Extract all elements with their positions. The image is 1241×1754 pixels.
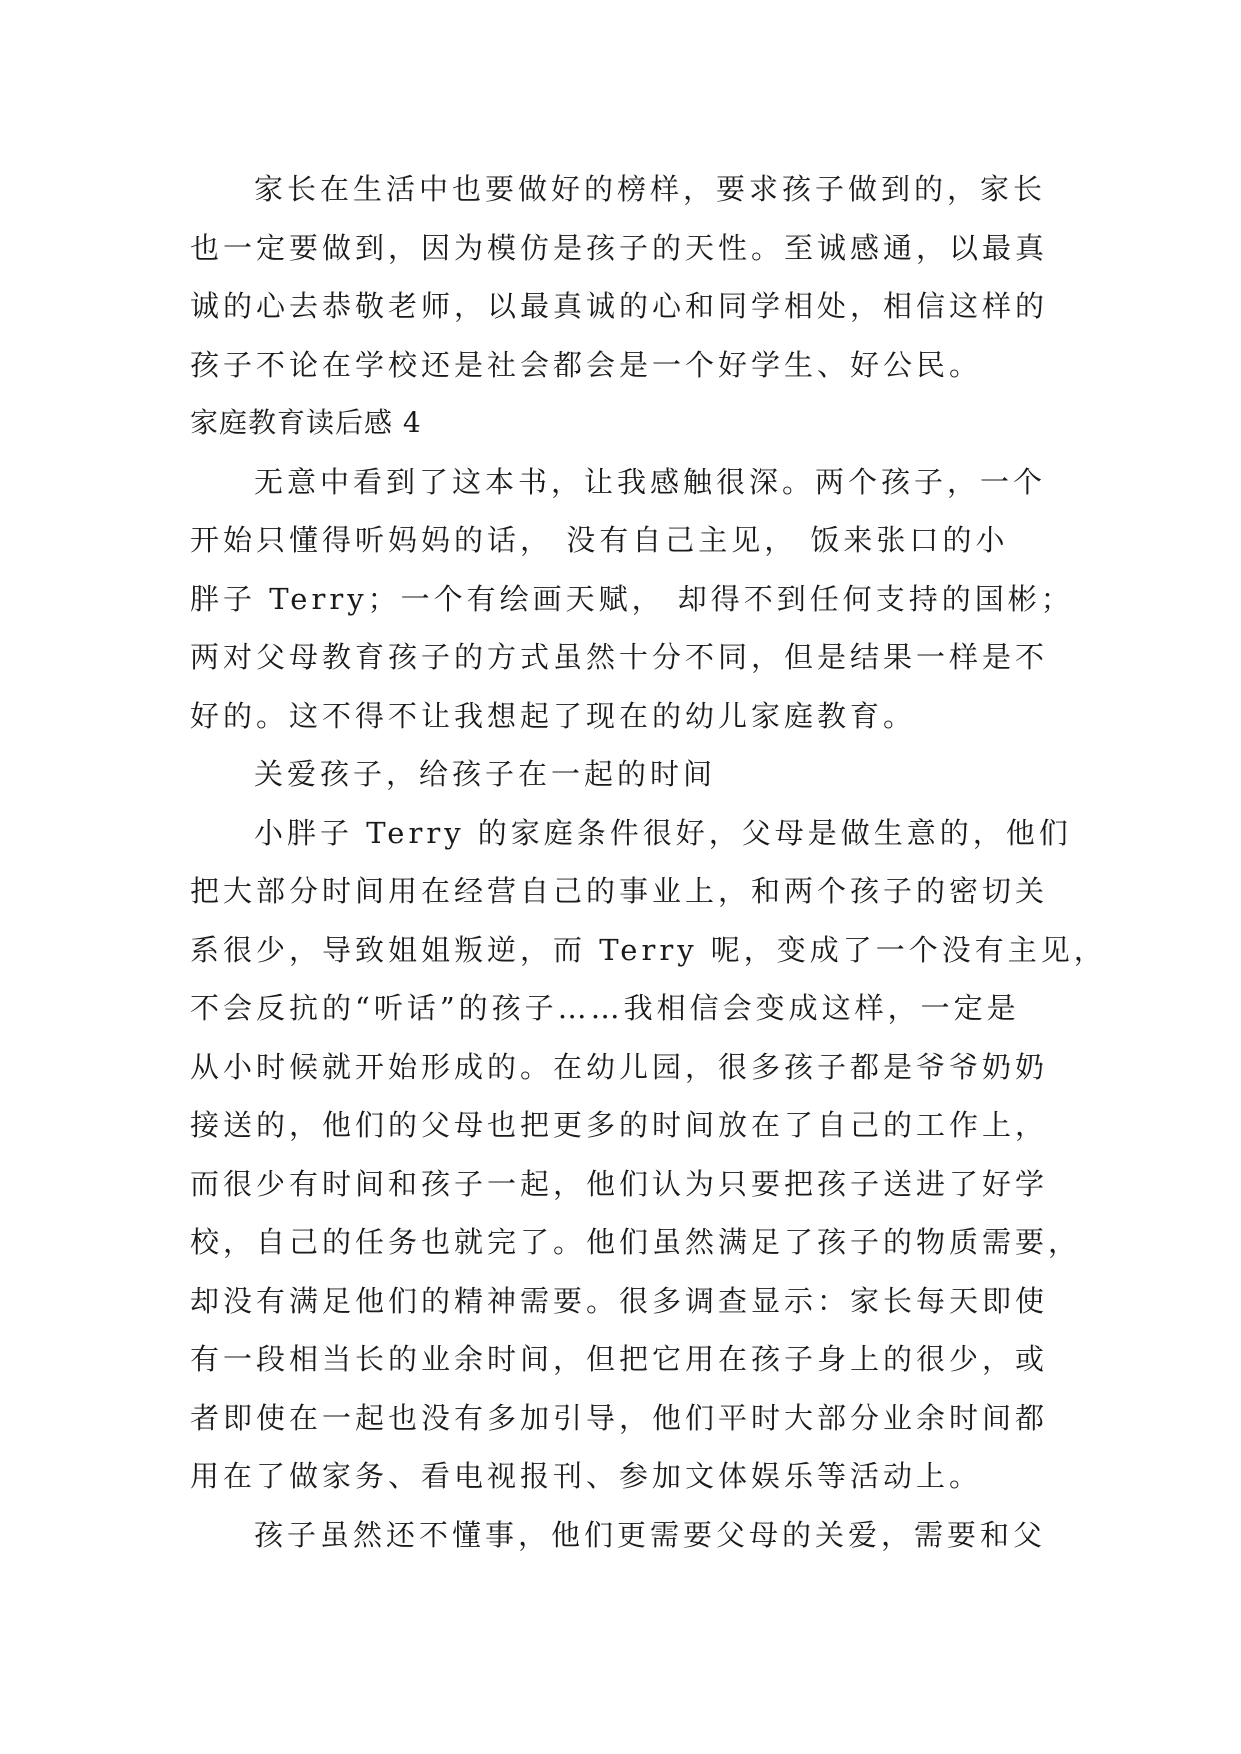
paragraph-line: 接送的，他们的父母也把更多的时间放在了自己的工作上， — [190, 1108, 1049, 1142]
paragraph-line: 两对父母教育孩子的方式虽然十分不同，但是结果一样是不 — [190, 640, 1049, 674]
paragraph-line: 诚的心去恭敬老师，以最真诚的心和同学相处，相信这样的 — [190, 289, 1049, 323]
paragraph-line: 把大部分时间用在经营自己的事业上，和两个孩子的密切关 — [190, 874, 1049, 908]
paragraph-line: 不会反抗的“听话”的孩子……我相信会变成这样，一定是 — [190, 991, 1020, 1025]
paragraph-line: 系很少，导致姐姐叛逆，而 Terry 呢，变成了一个没有主见， — [190, 932, 1107, 967]
paragraph-line: 家长在生活中也要做好的榜样，要求孩子做到的，家长 — [254, 172, 1047, 206]
paragraph-line: 好的。这不得不让我想起了现在的幼儿家庭教育。 — [190, 698, 917, 733]
paragraph-line: 而很少有时间和孩子一起，他们认为只要把孩子送进了好学 — [190, 1166, 1049, 1201]
paragraph-line: 用在了做家务、看电视报刊、参加文体娱乐等活动上。 — [190, 1459, 983, 1493]
paragraph-line: 无意中看到了这本书，让我感触很深。两个孩子，一个 — [254, 464, 1047, 499]
paragraph-line: 胖子 Terry；一个有绘画天赋， 却得不到任何支持的国彬； — [190, 581, 1074, 616]
paragraph-line: 校，自己的任务也就完了。他们虽然满足了孩子的物质需要， — [190, 1225, 1082, 1259]
paragraph-line: 却没有满足他们的精神需要。很多调查显示：家长每天即使 — [190, 1283, 1049, 1318]
paragraph-line: 也一定要做到，因为模仿是孩子的天性。至诚感通，以最真 — [190, 230, 1049, 265]
paragraph-line: 开始只懂得听妈妈的话， 没有自己主见， 饭来张口的小 — [190, 523, 1009, 557]
document-body — [190, 160, 1107, 1564]
paragraph-line: 孩子虽然还不懂事，他们更需要父母的关爱，需要和父 — [254, 1517, 1047, 1552]
paragraph-line: 孩子不论在学校还是社会都会是一个好学生、好公民。 — [190, 347, 983, 382]
paragraph-line: 有一段相当长的业余时间，但把它用在孩子身上的很少，或 — [190, 1342, 1049, 1376]
subheading-line: 关爱孩子，给孩子在一起的时间 — [254, 757, 717, 791]
paragraph-line: 从小时候就开始形成的。在幼儿园，很多孩子都是爷爷奶奶 — [190, 1049, 1049, 1084]
paragraph-line: 者即使在一起也没有多加引导，他们平时大部分业余时间都 — [190, 1400, 1049, 1435]
paragraph-line: 小胖子 Terry 的家庭条件很好，父母是做生意的，他们 — [254, 815, 1072, 850]
section-heading: 家庭教育读后感 4 — [190, 406, 422, 439]
